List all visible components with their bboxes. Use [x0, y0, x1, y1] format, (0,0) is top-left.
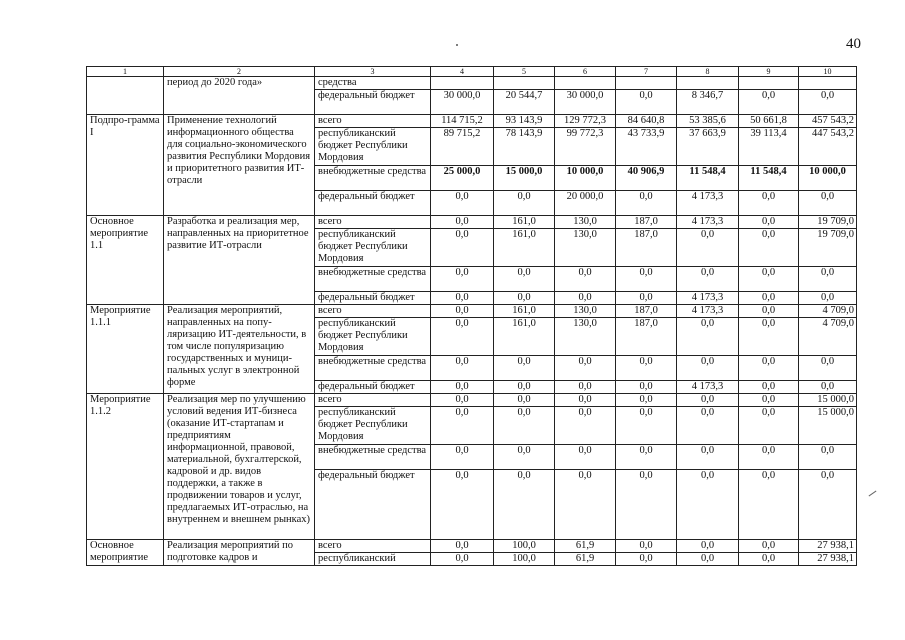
- value-cell: 0,0: [494, 191, 555, 216]
- value-cell: 89 715,2: [431, 128, 494, 166]
- value-cell: 0,0: [739, 394, 799, 407]
- value-cell: 0,0: [431, 553, 494, 566]
- funding-source-cell: республиканский бюджет Республики Мордовия: [315, 229, 431, 267]
- value-cell: 161,0: [494, 216, 555, 229]
- value-cell: 100,0: [494, 540, 555, 553]
- column-number: 7: [616, 67, 677, 77]
- funding-source-cell: средства: [315, 77, 431, 90]
- value-cell: [494, 77, 555, 90]
- value-cell: 4 173,3: [677, 305, 739, 318]
- value-cell: 0,0: [494, 470, 555, 540]
- value-cell: 0,0: [616, 267, 677, 292]
- value-cell: 37 663,9: [677, 128, 739, 166]
- value-cell: 0,0: [616, 356, 677, 381]
- program-code-cell: Мероприятие 1.1.2: [87, 394, 164, 540]
- value-cell: 19 709,0: [799, 216, 857, 229]
- program-code-cell: Мероприятие 1.1.1: [87, 305, 164, 394]
- funding-source-cell: федеральный бюджет: [315, 381, 431, 394]
- value-cell: 19 709,0: [799, 229, 857, 267]
- funding-source-cell: внебюджетные средства: [315, 356, 431, 381]
- value-cell: 0,0: [494, 445, 555, 470]
- column-number: 2: [164, 67, 315, 77]
- value-cell: 20 000,0: [555, 191, 616, 216]
- program-name-cell: Реализация мер по улучшению условий ведения ИТ-бизнеса (оказание ИТ-стартапам и предприятиям информационной, правовой, материальной, бухгалтерской, кадровой и др. видов поддержки, а также в продвижении товаров и услуг, предлагаемых ИТ-отраслью, на внутреннем и внешнем рынках): [164, 394, 315, 540]
- funding-source-cell: всего: [315, 305, 431, 318]
- value-cell: 0,0: [799, 191, 857, 216]
- value-cell: 84 640,8: [616, 115, 677, 128]
- value-cell: 27 938,1: [799, 553, 857, 566]
- value-cell: 0,0: [555, 267, 616, 292]
- value-cell: 40 906,9: [616, 166, 677, 191]
- value-cell: 0,0: [799, 292, 857, 305]
- program-code-cell: Основное мероприятие: [87, 540, 164, 566]
- value-cell: 0,0: [494, 292, 555, 305]
- value-cell: 0,0: [799, 470, 857, 540]
- value-cell: 15 000,0: [799, 394, 857, 407]
- value-cell: 457 543,2: [799, 115, 857, 128]
- value-cell: 0,0: [431, 407, 494, 445]
- value-cell: 0,0: [555, 407, 616, 445]
- value-cell: 0,0: [739, 90, 799, 115]
- program-code-cell: Основное мероприятие 1.1: [87, 216, 164, 305]
- program-name-cell: Разработка и реализация мер, направленных на приоритетное развитие ИТ-отрасли: [164, 216, 315, 305]
- value-cell: 0,0: [799, 356, 857, 381]
- value-cell: 130,0: [555, 216, 616, 229]
- value-cell: 39 113,4: [739, 128, 799, 166]
- value-cell: 4 173,3: [677, 381, 739, 394]
- value-cell: 0,0: [431, 267, 494, 292]
- value-cell: 0,0: [739, 229, 799, 267]
- value-cell: 0,0: [677, 445, 739, 470]
- value-cell: 4 173,3: [677, 292, 739, 305]
- funding-source-cell: федеральный бюджет: [315, 470, 431, 540]
- value-cell: 0,0: [739, 305, 799, 318]
- value-cell: 0,0: [677, 540, 739, 553]
- value-cell: 0,0: [739, 356, 799, 381]
- value-cell: 0,0: [616, 394, 677, 407]
- value-cell: 0,0: [739, 318, 799, 356]
- value-cell: 0,0: [431, 381, 494, 394]
- value-cell: 114 715,2: [431, 115, 494, 128]
- table-row: [87, 305, 857, 318]
- value-cell: 11 548,4: [677, 166, 739, 191]
- value-cell: 15 000,0: [799, 407, 857, 445]
- value-cell: 93 143,9: [494, 115, 555, 128]
- column-number: 3: [315, 67, 431, 77]
- value-cell: 187,0: [616, 216, 677, 229]
- value-cell: 0,0: [677, 470, 739, 540]
- value-cell: 30 000,0: [431, 90, 494, 115]
- funding-source-cell: республиканский бюджет Республики Мордовия: [315, 407, 431, 445]
- value-cell: 130,0: [555, 229, 616, 267]
- value-cell: 4 709,0: [799, 305, 857, 318]
- value-cell: 0,0: [739, 553, 799, 566]
- value-cell: 0,0: [616, 407, 677, 445]
- value-cell: 0,0: [739, 216, 799, 229]
- value-cell: 0,0: [494, 267, 555, 292]
- value-cell: 0,0: [739, 407, 799, 445]
- value-cell: 4 173,3: [677, 216, 739, 229]
- value-cell: 25 000,0: [431, 166, 494, 191]
- value-cell: 0,0: [494, 407, 555, 445]
- value-cell: 0,0: [677, 356, 739, 381]
- column-number-row: [87, 67, 857, 77]
- table-row: [87, 540, 857, 553]
- value-cell: 0,0: [494, 356, 555, 381]
- value-cell: 0,0: [616, 540, 677, 553]
- funding-source-cell: всего: [315, 115, 431, 128]
- value-cell: 0,0: [799, 381, 857, 394]
- value-cell: 10 000,0: [555, 166, 616, 191]
- scan-speck: [456, 44, 458, 46]
- value-cell: 0,0: [677, 229, 739, 267]
- value-cell: 130,0: [555, 318, 616, 356]
- value-cell: 0,0: [677, 318, 739, 356]
- funding-source-cell: федеральный бюджет: [315, 90, 431, 115]
- column-number: 8: [677, 67, 739, 77]
- value-cell: 187,0: [616, 229, 677, 267]
- value-cell: 0,0: [739, 470, 799, 540]
- value-cell: 161,0: [494, 318, 555, 356]
- value-cell: 0,0: [431, 292, 494, 305]
- value-cell: 20 544,7: [494, 90, 555, 115]
- column-number: 4: [431, 67, 494, 77]
- program-name-cell: период до 2020 года»: [164, 77, 315, 115]
- value-cell: 99 772,3: [555, 128, 616, 166]
- value-cell: 0,0: [677, 553, 739, 566]
- value-cell: 0,0: [431, 356, 494, 381]
- table-row: [87, 394, 857, 407]
- table-row: [87, 115, 857, 128]
- value-cell: 187,0: [616, 305, 677, 318]
- pen-mark: [869, 491, 877, 497]
- funding-source-cell: федеральный бюджет: [315, 292, 431, 305]
- value-cell: 0,0: [431, 470, 494, 540]
- funding-source-cell: внебюджетные средства: [315, 166, 431, 191]
- value-cell: 0,0: [616, 470, 677, 540]
- value-cell: 11 548,4: [739, 166, 799, 191]
- value-cell: 0,0: [799, 267, 857, 292]
- value-cell: 50 661,8: [739, 115, 799, 128]
- value-cell: 0,0: [739, 267, 799, 292]
- value-cell: 0,0: [616, 381, 677, 394]
- value-cell: [799, 77, 857, 90]
- page-number: 40: [846, 36, 861, 52]
- value-cell: 27 938,1: [799, 540, 857, 553]
- program-code-cell: [87, 77, 164, 115]
- value-cell: 0,0: [799, 445, 857, 470]
- table-row: [87, 216, 857, 229]
- value-cell: 129 772,3: [555, 115, 616, 128]
- column-number: 1: [87, 67, 164, 77]
- value-cell: 0,0: [616, 191, 677, 216]
- value-cell: 161,0: [494, 229, 555, 267]
- value-cell: 10 000,0: [799, 166, 857, 191]
- value-cell: [616, 77, 677, 90]
- value-cell: 0,0: [494, 394, 555, 407]
- budget-table: [86, 66, 857, 566]
- funding-source-cell: федеральный бюджет: [315, 191, 431, 216]
- value-cell: 0,0: [494, 381, 555, 394]
- value-cell: 0,0: [616, 292, 677, 305]
- value-cell: 0,0: [431, 394, 494, 407]
- column-number: 9: [739, 67, 799, 77]
- value-cell: 0,0: [616, 445, 677, 470]
- value-cell: 53 385,6: [677, 115, 739, 128]
- value-cell: 0,0: [739, 381, 799, 394]
- value-cell: 0,0: [799, 90, 857, 115]
- column-number: 5: [494, 67, 555, 77]
- value-cell: 4 173,3: [677, 191, 739, 216]
- value-cell: 8 346,7: [677, 90, 739, 115]
- value-cell: 130,0: [555, 305, 616, 318]
- program-name-cell: Реализация мероприятий, направленных на попу-ляризацию ИТ-деятельности, в том числе популяризацию государственных и муници-пальных услуг в электронной форме: [164, 305, 315, 394]
- value-cell: 0,0: [739, 540, 799, 553]
- value-cell: 0,0: [555, 292, 616, 305]
- value-cell: 0,0: [431, 229, 494, 267]
- value-cell: 0,0: [677, 394, 739, 407]
- funding-source-cell: республиканский бюджет Республики Мордовия: [315, 128, 431, 166]
- value-cell: 100,0: [494, 553, 555, 566]
- value-cell: 0,0: [431, 540, 494, 553]
- value-cell: 61,9: [555, 540, 616, 553]
- funding-source-cell: республиканский бюджет Республики Мордовия: [315, 318, 431, 356]
- value-cell: 0,0: [555, 445, 616, 470]
- funding-source-cell: внебюджетные средства: [315, 445, 431, 470]
- funding-source-cell: всего: [315, 394, 431, 407]
- value-cell: 0,0: [555, 381, 616, 394]
- value-cell: 0,0: [431, 318, 494, 356]
- value-cell: 0,0: [739, 292, 799, 305]
- value-cell: [677, 77, 739, 90]
- funding-source-cell: всего: [315, 540, 431, 553]
- value-cell: 161,0: [494, 305, 555, 318]
- value-cell: 0,0: [431, 445, 494, 470]
- value-cell: 0,0: [431, 216, 494, 229]
- value-cell: 61,9: [555, 553, 616, 566]
- value-cell: 0,0: [739, 445, 799, 470]
- value-cell: 0,0: [555, 470, 616, 540]
- value-cell: 15 000,0: [494, 166, 555, 191]
- table-row: [87, 77, 857, 90]
- funding-source-cell: республиканский: [315, 553, 431, 566]
- value-cell: [555, 77, 616, 90]
- column-number: 6: [555, 67, 616, 77]
- value-cell: 4 709,0: [799, 318, 857, 356]
- program-name-cell: Применение технологий информационного общества для социально-экономического развития Республики Мордовия и приоритетного развития ИТ-отрасли: [164, 115, 315, 216]
- value-cell: 0,0: [431, 305, 494, 318]
- funding-source-cell: всего: [315, 216, 431, 229]
- value-cell: 43 733,9: [616, 128, 677, 166]
- value-cell: 0,0: [555, 356, 616, 381]
- value-cell: 447 543,2: [799, 128, 857, 166]
- value-cell: [431, 77, 494, 90]
- funding-source-cell: внебюджетные средства: [315, 267, 431, 292]
- value-cell: 0,0: [431, 191, 494, 216]
- value-cell: 78 143,9: [494, 128, 555, 166]
- value-cell: 187,0: [616, 318, 677, 356]
- value-cell: 0,0: [677, 267, 739, 292]
- value-cell: 0,0: [555, 394, 616, 407]
- value-cell: 30 000,0: [555, 90, 616, 115]
- value-cell: 0,0: [616, 90, 677, 115]
- value-cell: [739, 77, 799, 90]
- column-number: 10: [799, 67, 857, 77]
- program-code-cell: Подпро-грамма I: [87, 115, 164, 216]
- value-cell: 0,0: [739, 191, 799, 216]
- program-name-cell: Реализация мероприятий по подготовке кадров и: [164, 540, 315, 566]
- value-cell: 0,0: [616, 553, 677, 566]
- value-cell: 0,0: [677, 407, 739, 445]
